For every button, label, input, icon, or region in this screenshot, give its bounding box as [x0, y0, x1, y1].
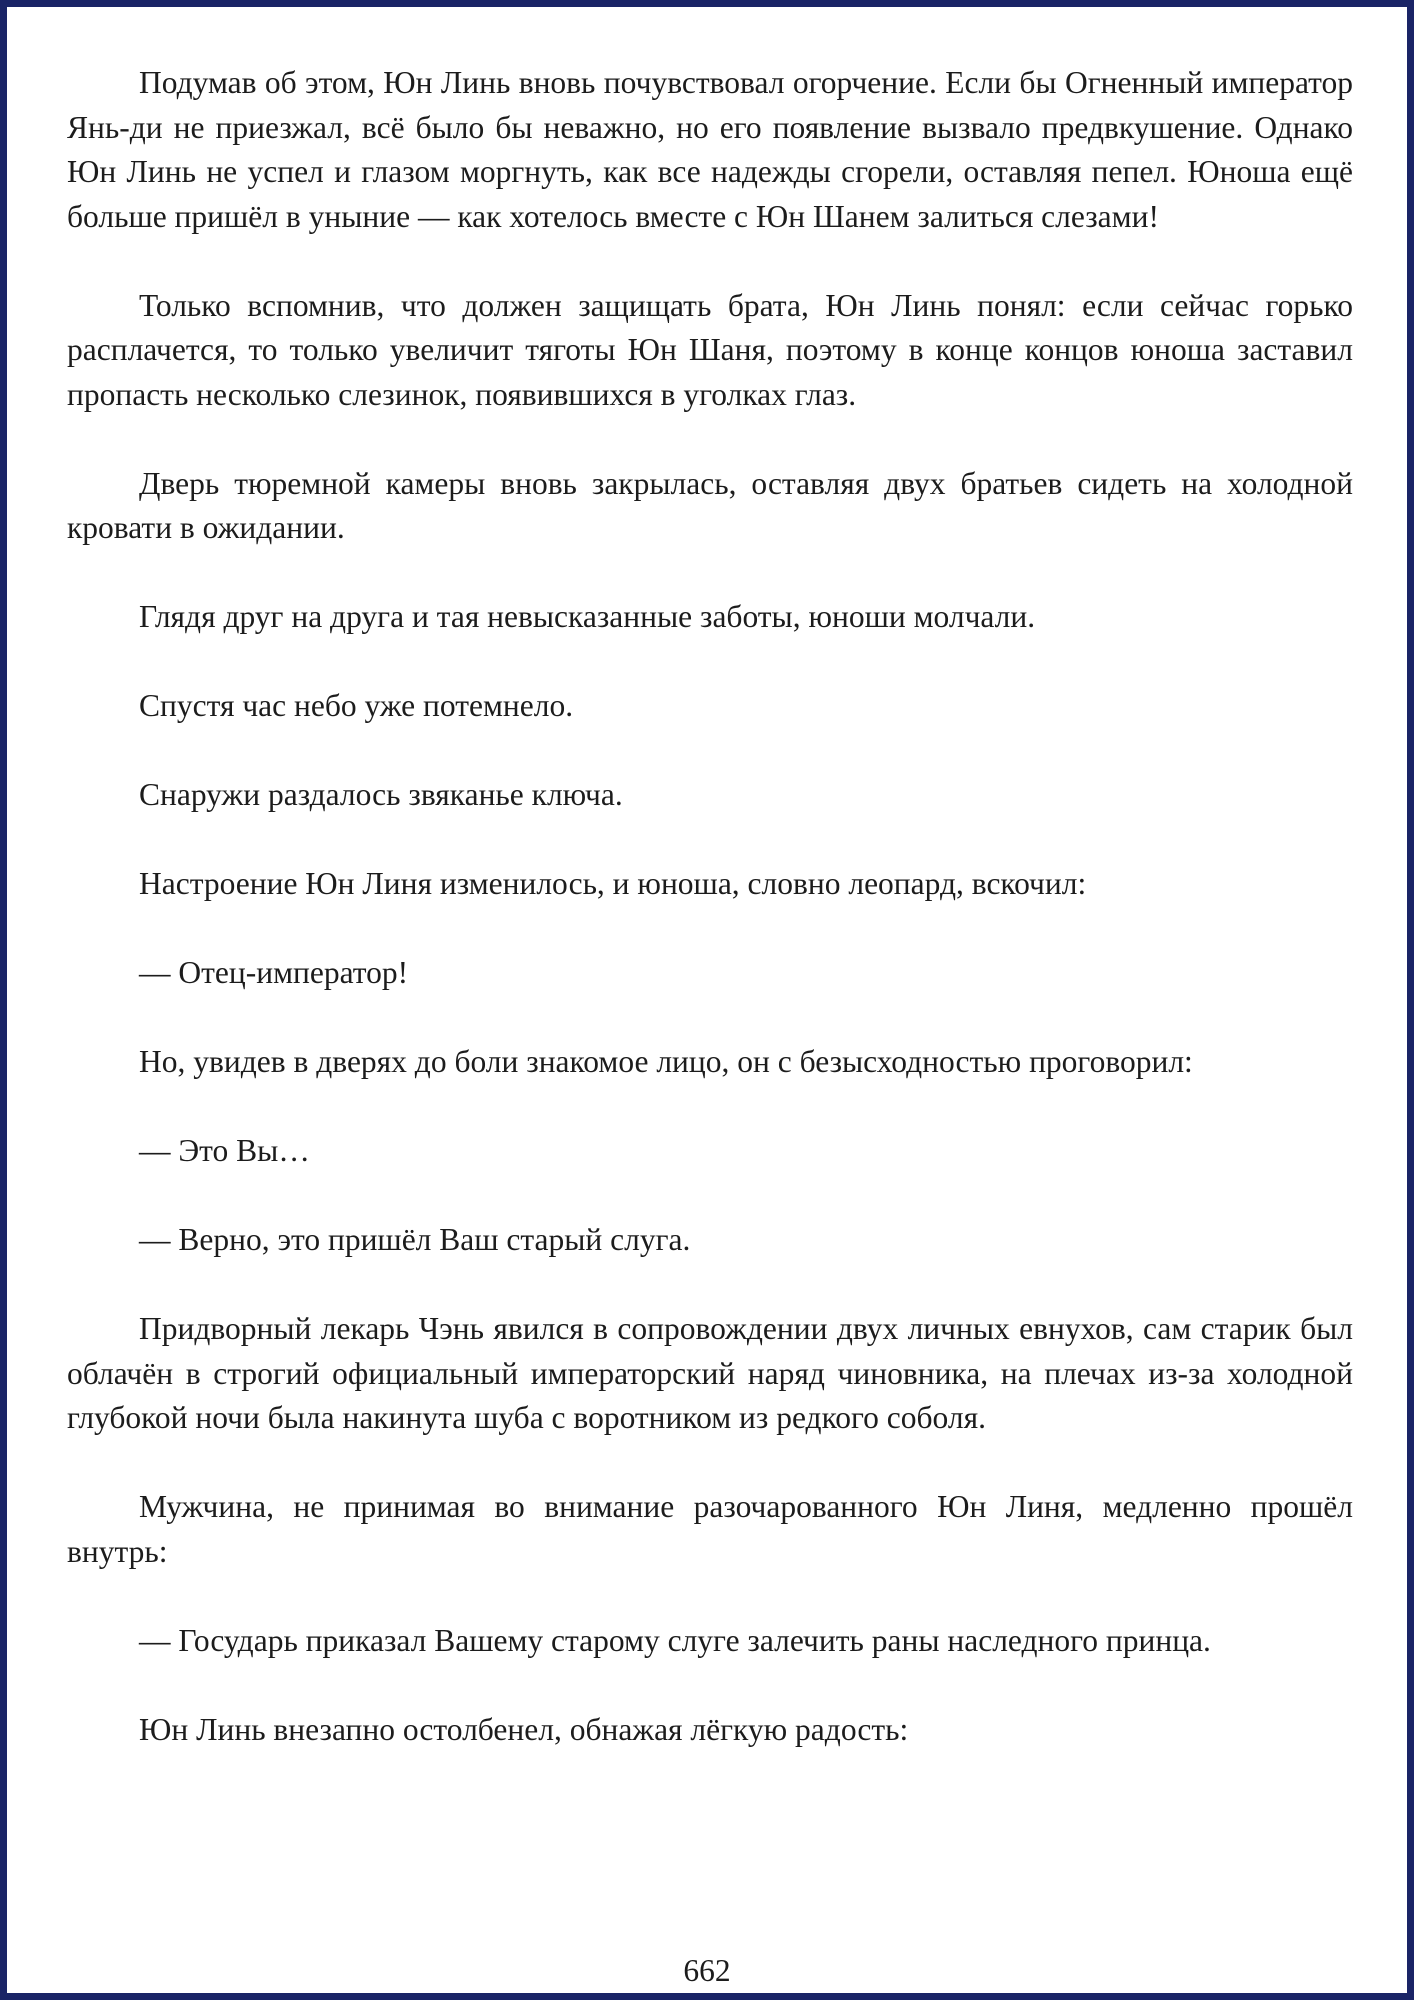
paragraph: Подумав об этом, Юн Линь вновь почувствовал огорчение. Если бы Огненный император Янь-ди не приезжал, всё было бы неважно, но его появление вызвало предвкушение. Однако Юн Линь не успел и глазом моргнуть, как все надежды сгорели, оставляя пепел. Юноша ещё больше пришёл в уныние — как хотелось вместе с Юн Шанем залиться слезами! [67, 65, 1353, 234]
paragraph: Мужчина, не принимая во внимание разочарованного Юн Линя, медленно прошёл внутрь: [67, 1489, 1353, 1569]
paragraph: Дверь тюремной камеры вновь закрылась, оставляя двух братьев сидеть на холодной кровати в ожидании. [67, 465, 1353, 545]
paragraph: Но, увидев в дверях до боли знакомое лицо, он с безысходностью проговорил: [139, 1044, 1193, 1079]
dialogue-line: — Отец-император! [139, 955, 409, 990]
paragraph: Придворный лекарь Чэнь явился в сопровождении двух личных евнухов, сам старик был облачён в строгий официальный императорский наряд чиновника, на плечах из-за холодной глубокой ночи была накинута шуба с воротником из редкого соболя. [67, 1311, 1353, 1435]
paragraph: Глядя друг на друга и тая невысказанные заботы, юноши молчали. [139, 599, 1036, 634]
page-number: 662 [683, 1953, 731, 1988]
dialogue-line: — Верно, это пришёл Ваш старый слуга. [139, 1222, 691, 1257]
paragraph: Настроение Юн Линя изменилось, и юноша, словно леопард, вскочил: [139, 866, 1087, 901]
dialogue-line: — Государь приказал Вашему старому слуге залечить раны наследного принца. [139, 1622, 1211, 1658]
paragraph: Только вспомнив, что должен защищать брата, Юн Линь понял: если сейчас горько расплачется, то только увеличит тяготы Юн Шаня, поэтому в конце концов юноша заставил пропасть несколько слезинок, появившихся в уголках глаз. [67, 287, 1353, 412]
paragraph: Спустя час небо уже потемнело. [139, 688, 574, 723]
paragraph: Юн Линь внезапно остолбенел, обнажая лёгкую радость: [139, 1711, 909, 1747]
dialogue-line: — Это Вы… [139, 1133, 310, 1168]
page-body [67, 61, 1353, 1797]
paragraph: Снаружи раздалось звяканье ключа. [139, 777, 623, 812]
